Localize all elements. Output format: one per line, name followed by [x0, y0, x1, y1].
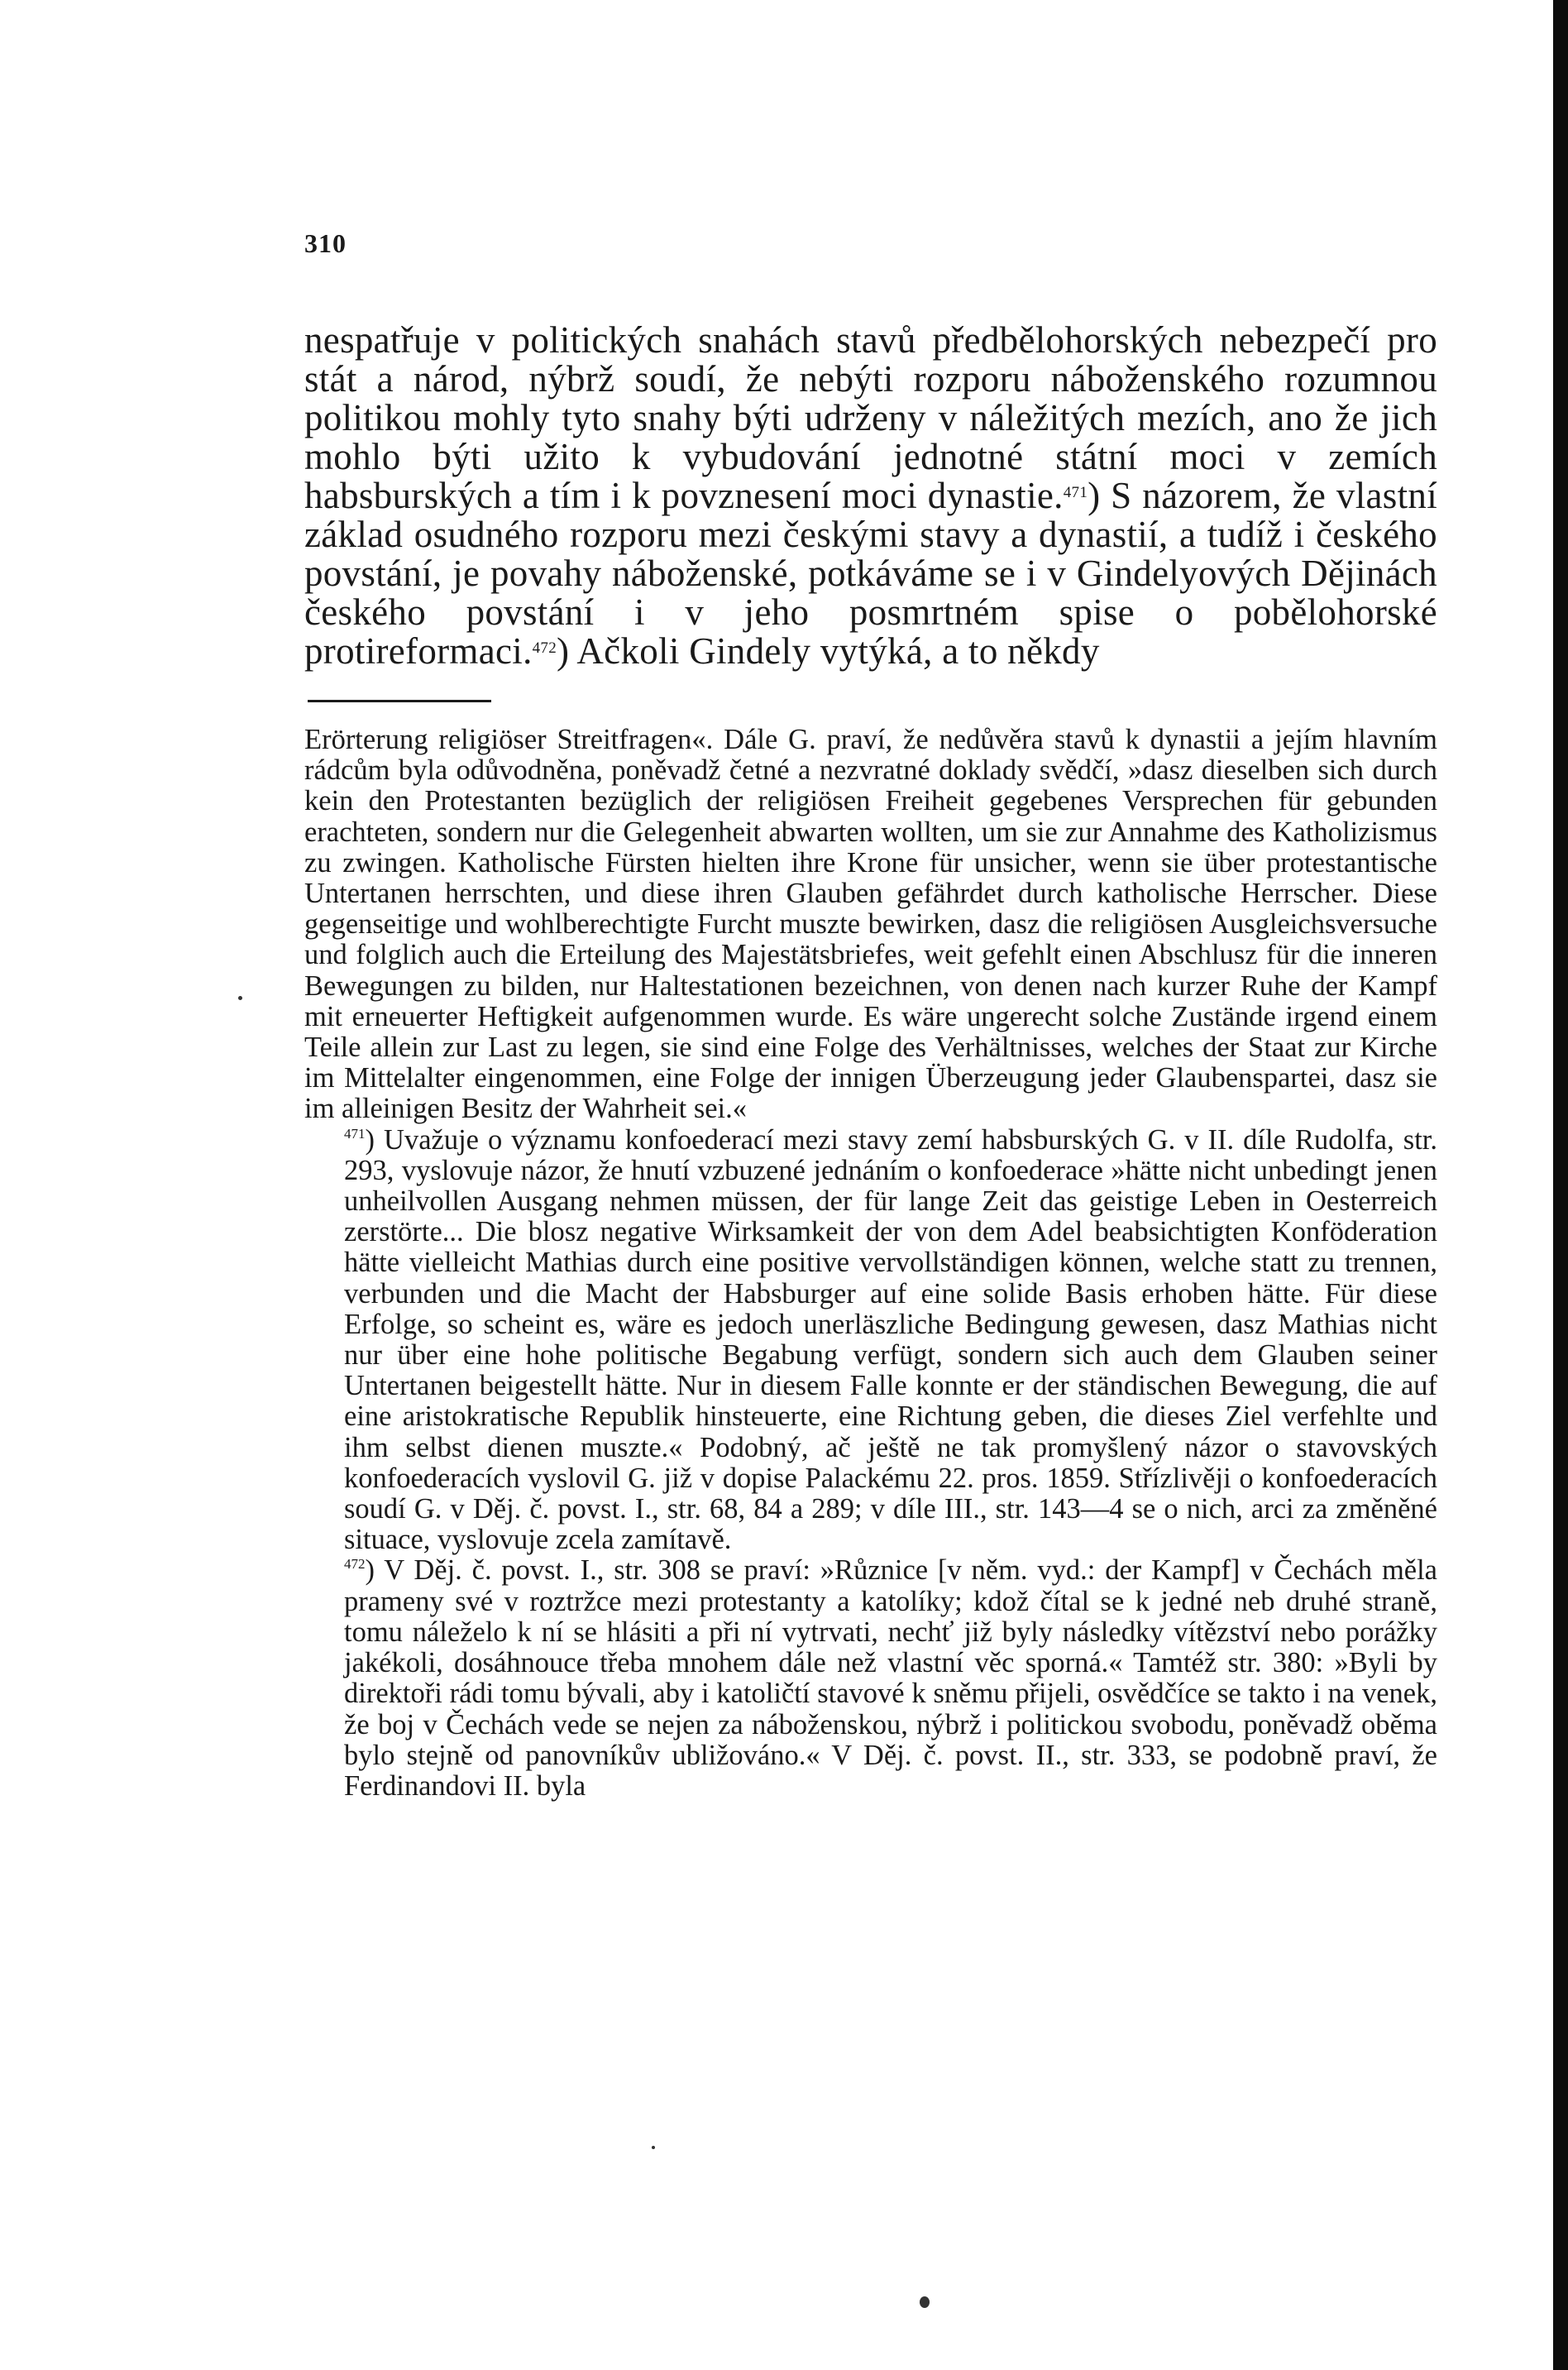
footnote-divider: [308, 700, 491, 702]
main-text-part-1: nespatřuje v politických snahách stavů předbělohorských nebezpečí pro stát a národ, nýbrž soudí, že nebýti rozporu náboženského rozumnou politikou mohly tyto snahy býti udrženy v náležitých mezích, ano že jich mohlo býti užito k vybudování jednotné státní moci v zemích habsburských a tím i k povznesení moci dynastie.: [304, 319, 1437, 516]
main-text: [304, 321, 1437, 671]
scan-speck: [238, 996, 242, 1000]
main-text-part-3: ) Ačkoli Gindely vytýká, a to někdy: [557, 630, 1100, 672]
footnotes-section: [304, 725, 1437, 1802]
footnote-ref-471[interactable]: 471: [1063, 484, 1088, 501]
footnote-471: [304, 1125, 1437, 1556]
scan-speck: [652, 2146, 655, 2149]
page-number: 310: [304, 228, 347, 258]
footnote-472-mark: 472: [344, 1556, 366, 1573]
footnote-continuation: Erörterung religiöser Streitfragen«. Dále G. praví, že nedůvěra stavů k dynastii a jejím hlavním rádcům byla odůvodněna, poněvadž četné a nezvratné doklady svědčí, »dasz dieselben sich durch kein den Protestanten bezüglich der religiösen Freiheit gegebenes Versprechen für gebunden erachteten, sondern nur die Gelegenheit abwarten wollten, um sie zur Annahme des Katholizismus zu zwingen. Katholische Fürsten hielten ihre Krone für unsicher, wenn sie über protestantische Untertanen herrschten, und diese ihren Glauben gefährdet durch katholische Herrscher. Diese gegenseitige und wohlberechtigte Furcht muszte bewirken, dasz die religiösen Ausgleichsversuche und folglich auch die Erteilung des Majestätsbriefes, weit gefehlt einen Abschlusz für die inneren Bewegungen zu bilden, nur Haltestationen bezeichnen, von denen nach kurzer Ruhe der Kampf mit erneuerter Heftigkeit aufgenommen wurde. Es wäre ungerecht solche Zustände irgend einem Teile allein zur Last zu legen, sie sind eine Folge des Verhältnisses, welches der Staat zur Kirche im Mittelalter eingenommen, eine Folge der innigen Überzeugung jeder Glaubenspartei, dasz sie im alleinigen Besitz der Wahrheit sei.«: [304, 724, 1437, 1125]
footnote-ref-472[interactable]: 472: [532, 639, 557, 657]
footnote-472-text: ) V Děj. č. povst. I., str. 308 se praví: »Různice [v něm. vyd.: der Kampf] v Čechách měla prameny své v roztržce mezi protestanty a katolíky; kdož čítal se k jedné neb druhé straně, tomu náleželo k ní se hlásiti a při ní vytrvati, nechť již byly následky vítězství nebo porážky jakékoli, dosáhnouce třeba mnohem dále než vlastní věc sporná.« Tamtéž str. 380: »Byli by direktoři rádi tomu bývali, aby i katoličtí stavové k sněmu přijeli, osvědčíce se takto i na venek, že boj v Čechách vede se nejen za náboženskou, nýbrž i politickou svobodu, poněvadž oběma bylo stejně od panovníkův ubližováno.« V Děj. č. povst. II., str. 333, se podobně praví, že Ferdinandovi II. byla: [344, 1554, 1437, 1802]
footnote-471-text: ) Uvažuje o významu konfoederací mezi stavy zemí habsburských G. v II. díle Rudolfa, str. 293, vyslovuje názor, že hnutí vzbuzené jednáním o konfoederace »hätte nicht unbedingt jenen unheilvollen Ausgang nehmen müssen, der für lange Zeit das geistige Leben in Oesterreich zerstörte... Die blosz negative Wirksamkeit der von dem Adel beabsichtigten Konföderation hätte vielleicht Mathias durch eine positive vervollständigen können, welche statt zu trennen, verbunden und die Macht der Habsburger auf eine solide Basis erhoben hätte. Für diese Erfolge, so scheint es, wäre es jedoch unerläszliche Bedingung gewesen, dasz Mathias nicht nur über eine hohe politische Begabung verfügt, sondern sich auch dem Glauben seiner Untertanen beigestellt hätte. Nur in diesem Falle konnte er der ständischen Bewegung, die auf eine aristokratische Republik hinsteuerte, eine Richtung geben, die dieses Ziel verfehlte und ihm selbst dienen muszte.« Podobný, ač ještě ne tak promyšlený názor o stavovských konfoederacích vyslovil G. již v dopise Palackému 22. pros. 1859. Střízlivěji o konfoederacích soudí G. v Děj. č. povst. I., str. 68, 84 a 289; v díle III., str. 143—4 se o nich, arci za změněné situace, vyslovuje zcela zamítavě.: [344, 1123, 1437, 1556]
scan-edge: [1553, 0, 1568, 2370]
footnote-471-mark: 471: [344, 1125, 366, 1142]
scan-speck: [920, 2296, 930, 2308]
footnote-472: [304, 1555, 1437, 1802]
main-text-part-2: ) S názorem, že vlastní základ osudného rozporu mezi českými stavy a dynastií, a tudíž i českého povstání, je povahy náboženské, potkáváme se i v Gindelyových Dějinách českého povstání i v jeho posmrtném spise o pobělohorské protireformaci.: [304, 475, 1437, 672]
